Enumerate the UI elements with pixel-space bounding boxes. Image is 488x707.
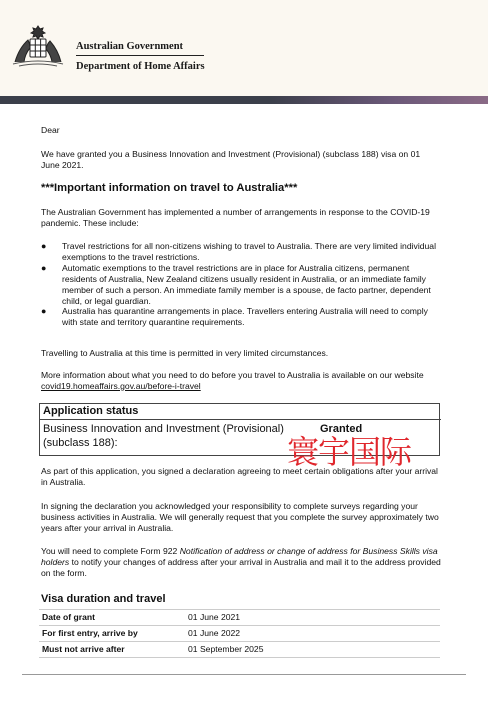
visa-duration-title: Visa duration and travel [41,593,166,605]
surveys-paragraph: In signing the declaration you acknowledged your responsibility to complete surveys regarding your business activities in Australia. We will generally request that you complete the survey approximately two years after your arrival in Australia. [41,501,439,533]
bullet-icon: ● [41,262,47,273]
government-name: Australian Government [76,41,184,52]
bullet-text: Automatic exemptions to the travel restrictions are in place for Australia citizens, permanent residents of Australia, New Zealand citizens usually resident in Australia, or an immediate family member of such a person. An immediate family member is a spouse, de facto partner, dependent child, or legal guardian. [62,262,431,306]
row-label: Must not arrive after [39,641,185,657]
form-text-after: to notify your changes of address after your arrival in Australia and mail it to the address provided on the form. [41,556,441,578]
form-text-before: You will need to complete Form 922 [41,546,180,556]
row-value: 01 June 2021 [185,610,440,626]
watermark-stamp: 寰宇国际 [287,433,412,471]
coat-of-arms-icon [9,22,67,70]
status-badge: Granted [320,423,363,435]
row-label: Date of grant [39,610,185,626]
declaration-paragraph: As part of this application, you signed a declaration agreeing to meet certain obligations after your arrival in Australia. [41,466,438,487]
more-info-text: More information about what you need to do before you travel to Australia is available on our website [41,370,424,380]
letterhead [0,0,488,96]
list-item [41,263,441,307]
table-row [39,610,440,626]
salutation: Dear [41,125,60,135]
covid-info-link[interactable]: covid19.homeaffairs.gov.au/before-i-travel [41,380,201,391]
application-status-title: Application status [43,405,139,417]
bullet-icon: ● [41,306,47,317]
table-row [39,625,440,641]
bullet-text: Australia has quarantine arrangements in place. Travellers entering Australia will need to comply with state and territory quarantine requirements. [62,306,428,328]
list-item [41,241,441,263]
bullet-text: Travel restrictions for all non-citizens wishing to travel to Australia. There are very limited individual exemptions to the travel restrictions. [62,241,436,262]
form-paragraph [41,546,441,579]
department-name: Department of Home Affairs [76,61,205,72]
important-heading: ***Important information on travel to Australia*** [41,182,298,194]
status-divider [40,419,441,420]
row-value: 01 September 2025 [185,641,440,657]
form-title: Notification of address or change of address for Business Skills visa holders [41,546,438,567]
arrangements-intro: The Australian Government has implemented a number of arrangements in response to the COVID-19 pandemic. These include: [41,207,430,228]
travel-limited-paragraph: Travelling to Australia at this time is permitted in very limited circumstances. [41,348,329,358]
footer-divider [22,674,466,675]
letterhead-divider [76,55,204,56]
more-info-paragraph [41,370,441,392]
table-row [39,641,440,657]
arrangements-list [41,241,441,328]
list-item [41,306,441,328]
grant-paragraph: We have granted you a Business Innovation and Investment (Provisional) (subclass 188) visa on 01 June 2021. [41,149,421,170]
row-label: For first entry, arrive by [39,625,185,641]
row-value: 01 June 2022 [185,625,440,641]
visa-subclass-label: Business Innovation and Investment (Provisional) (subclass 188): [43,423,284,449]
visa-duration-table [39,609,440,658]
header-band [0,96,488,104]
bullet-icon: ● [41,241,47,251]
